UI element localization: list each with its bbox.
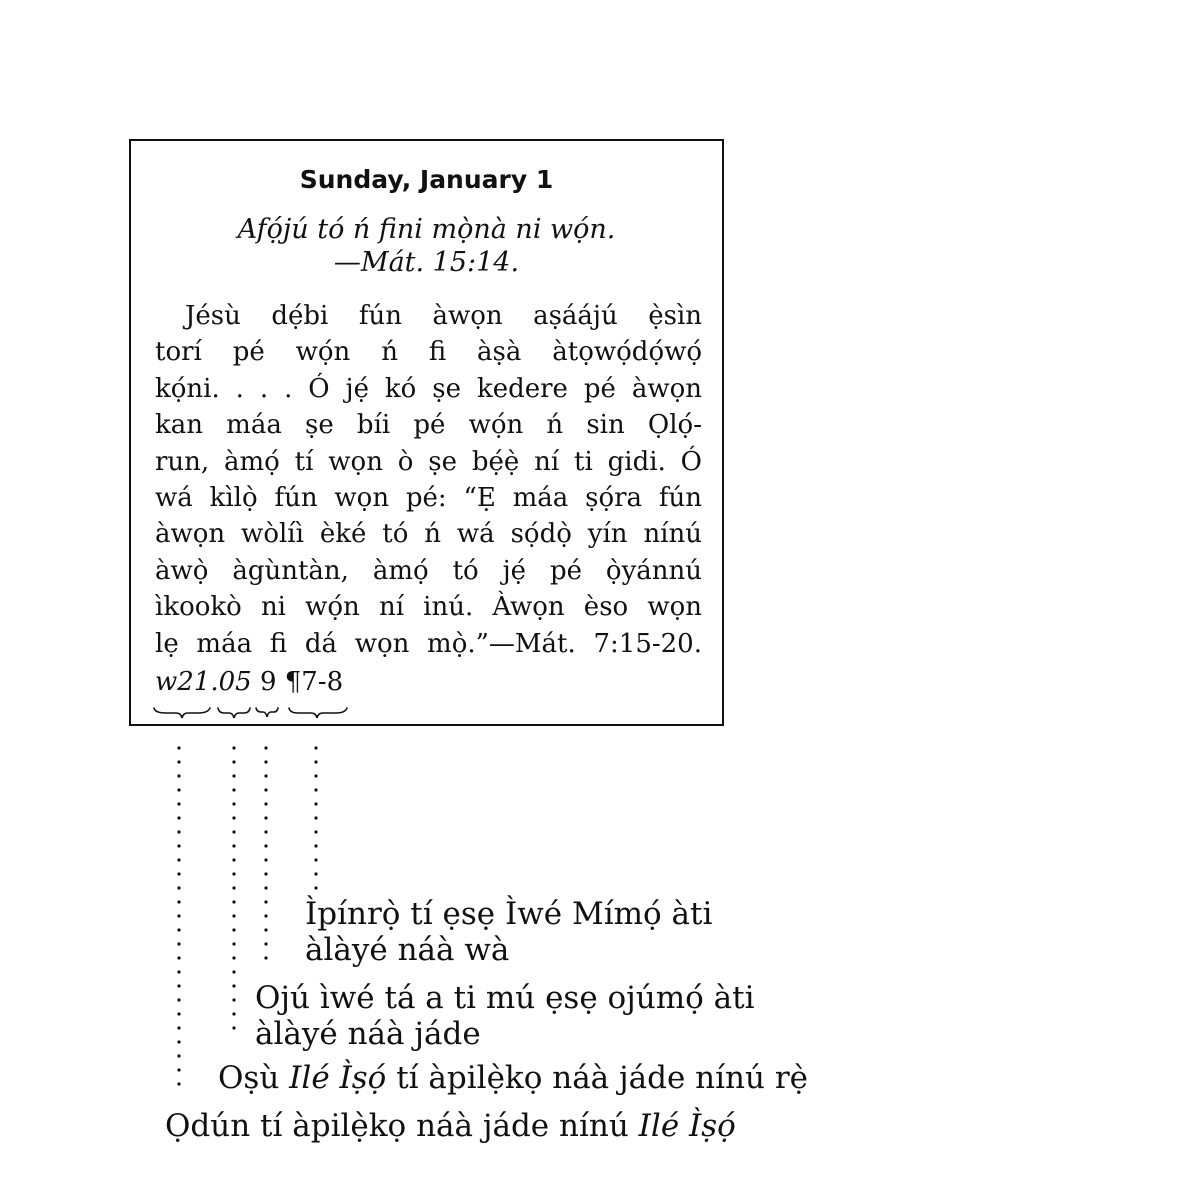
comment-line: Jésù dẹ́bi fún àwọn aṣáájú ẹ̀sìn <box>185 301 702 331</box>
label-month: Oṣù Ilé Ìṣọ́ tí àpilẹ̀kọ náà jáde nínú rẹ̀ <box>218 1060 808 1096</box>
citation-paragraphs: ¶7-8 <box>284 667 344 697</box>
date-heading: Sunday, January 1 <box>299 165 554 194</box>
comment-line: lẹ máa fi dá wọn mọ̀.”—Mát. 7:15-20. <box>155 628 702 659</box>
comment-line: kọ́ni. . . . Ó jẹ́ kó ṣe kedere pé àwọn <box>155 373 702 404</box>
comment-line: torí pé wọ́n ń fi àṣà àtọwọ́dọ́wọ́ <box>155 337 702 368</box>
comment-line: run, àmọ́ tí wọn ò ṣe bẹ́ẹ̀ ní ti gidi. Ó <box>155 446 702 477</box>
citation-page: 9 <box>259 667 277 697</box>
brace-year <box>154 708 210 718</box>
comment-line: kan máa ṣe bíi pé wọ́n ń sin Ọlọ́- <box>155 410 702 441</box>
comment-line: àwọn wòlíì èké tó ń wá sọ́dọ̀ yín nínú <box>155 519 702 550</box>
comment-line: àwọ̀ àgùntàn, àmọ́ tó jẹ́ pé ọ̀yánnú <box>155 555 702 586</box>
label-year: Ọdún tí àpilẹ̀kọ náà jáde nínú Ilé Ìṣọ́ <box>165 1108 736 1144</box>
label-paragraphs: Ìpínrọ̀ tí ẹsẹ Ìwé Mímọ́ àti àlàyé náà wà <box>305 896 713 968</box>
theme-text: Afọ́jú tó ń fini mọ̀nà ni wọ́n. <box>237 214 616 245</box>
brace-paragraphs <box>289 708 347 718</box>
comment-line: wá kìlọ̀ fún wọn pé: “Ẹ máa ṣọ́ra fún <box>155 482 702 513</box>
brace-page <box>256 708 278 717</box>
citation-publication: w21.05 <box>155 667 252 697</box>
theme-reference: —Mát. 15:14. <box>333 247 520 278</box>
label-page: Ojú ìwé tá a ti mú ẹsẹ ojúmọ́ àti àlàyé náà jáde <box>255 980 755 1052</box>
brace-month <box>218 708 250 718</box>
comment-line: ìkookò ni wọ́n ní inú. Àwọn èso wọn <box>155 592 702 623</box>
